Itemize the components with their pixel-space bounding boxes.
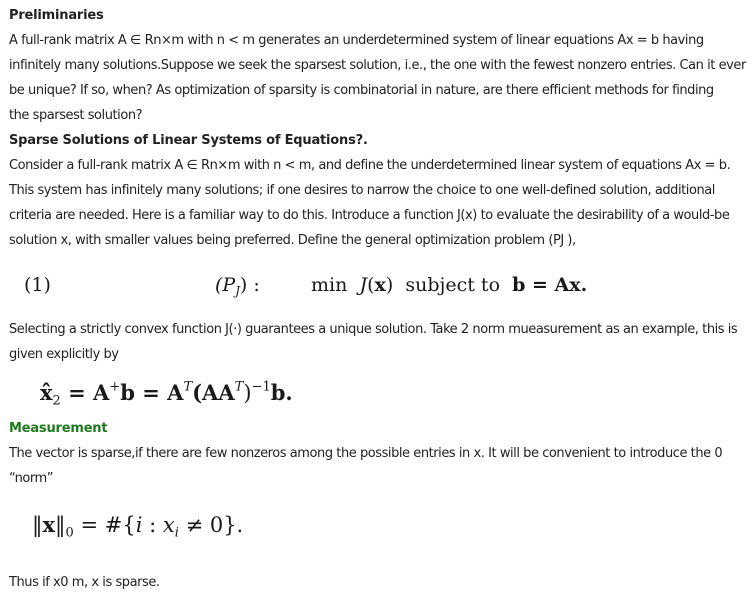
convex-line-1: Selecting a strictly convex function J(·) guarantees a unique solution. Take 2 norm mueasurement as an example, this is	[9, 322, 738, 337]
sparse-solutions-line-2: This system has infinitely many solutions; if one desires to narrow the choice to one well-defined solution, additional	[9, 183, 715, 198]
eq1-j: J	[359, 274, 368, 296]
eq2-plus: +	[109, 379, 121, 395]
sparse-solutions-heading: Sparse Solutions of Linear Systems of Equations?.	[9, 133, 368, 148]
eq2-sub-2: 2	[52, 393, 61, 409]
convex-line-2: given explicitly by	[9, 347, 119, 362]
eq2-part-5: b.	[270, 380, 293, 405]
eq2-part-1: = A	[60, 380, 110, 405]
equation-1-problem-label	[215, 274, 260, 299]
eq3-xi: x	[162, 513, 175, 537]
equation-2	[40, 379, 293, 409]
eq1-paren-close: )	[385, 274, 394, 296]
eq2-part-3: (AA	[192, 380, 235, 405]
sparse-solutions-line-4: solution x, with smaller values being preferred. Define the general optimization problem (PJ ),	[9, 233, 576, 248]
eq3-neq: ≠ 0}.	[178, 513, 244, 537]
measurement-heading: Measurement	[9, 421, 108, 436]
sparse-solutions-line-3: criteria are needed. Here is a familiar way to do this. Introduce a function J(x) to evaluate the desirability of a would-be	[9, 208, 730, 223]
eq3-i: i	[135, 513, 143, 537]
preliminaries-heading: Preliminaries	[9, 8, 104, 23]
eq3-rest: = #{	[73, 513, 136, 537]
equation-1-number: (1)	[24, 274, 51, 296]
conclusion-line: Thus if x0 m, x is sparse.	[9, 575, 160, 590]
eq1-subject-to: subject to	[405, 274, 501, 296]
eq3-xi-sub: i	[174, 525, 179, 541]
sparse-solutions-line-1: Consider a full-rank matrix A ∈ Rn×m with n < m, and define the underdetermined linear system of equations Ax = b.	[9, 158, 731, 173]
eq2-part-2: b = A	[120, 380, 184, 405]
eq1-rhs: b = Ax.	[512, 274, 588, 296]
eq3-colon: :	[142, 513, 163, 537]
eq2-transpose-1: T	[183, 379, 193, 395]
measurement-line-2: “norm”	[9, 471, 54, 486]
eq2-inverse: −1	[251, 379, 271, 395]
preliminaries-line-1: A full-rank matrix A ∈ Rn×m with n < m generates an underdetermined system of linear equations Ax = b having	[9, 33, 704, 48]
eq2-transpose-2: T	[234, 379, 244, 395]
eq3-norm-close: ‖	[55, 513, 66, 537]
measurement-line-1: The vector is sparse,if there are few nonzeros among the possible entries in x. It will be convenient to introduce the 0	[9, 446, 723, 461]
eq1-x: x	[374, 274, 386, 296]
eq1-problem-sub: J	[235, 284, 240, 299]
eq3-x: x	[42, 512, 56, 537]
eq1-paren-open: (	[367, 274, 375, 296]
eq3-norm-open: ‖	[32, 513, 43, 537]
equation-1-body	[311, 274, 587, 296]
eq1-min: min	[311, 274, 348, 296]
eq2-xhat: x̂	[40, 380, 53, 405]
preliminaries-line-3: be unique? If so, when? As optimization of sparsity is combinatorial in nature, are there efficient methods for finding	[9, 83, 714, 98]
preliminaries-line-4: the sparsest solution?	[9, 108, 143, 123]
eq1-problem-open: (P	[215, 274, 236, 296]
preliminaries-line-2: infinitely many solutions.Suppose we seek the sparsest solution, i.e., the one with the fewest nonzero entries. Can it ever	[9, 58, 746, 73]
equation-3	[32, 512, 244, 541]
eq2-part-4: )	[243, 381, 252, 405]
eq3-sub-0: 0	[65, 525, 74, 541]
eq1-problem-close: ) :	[239, 274, 260, 296]
